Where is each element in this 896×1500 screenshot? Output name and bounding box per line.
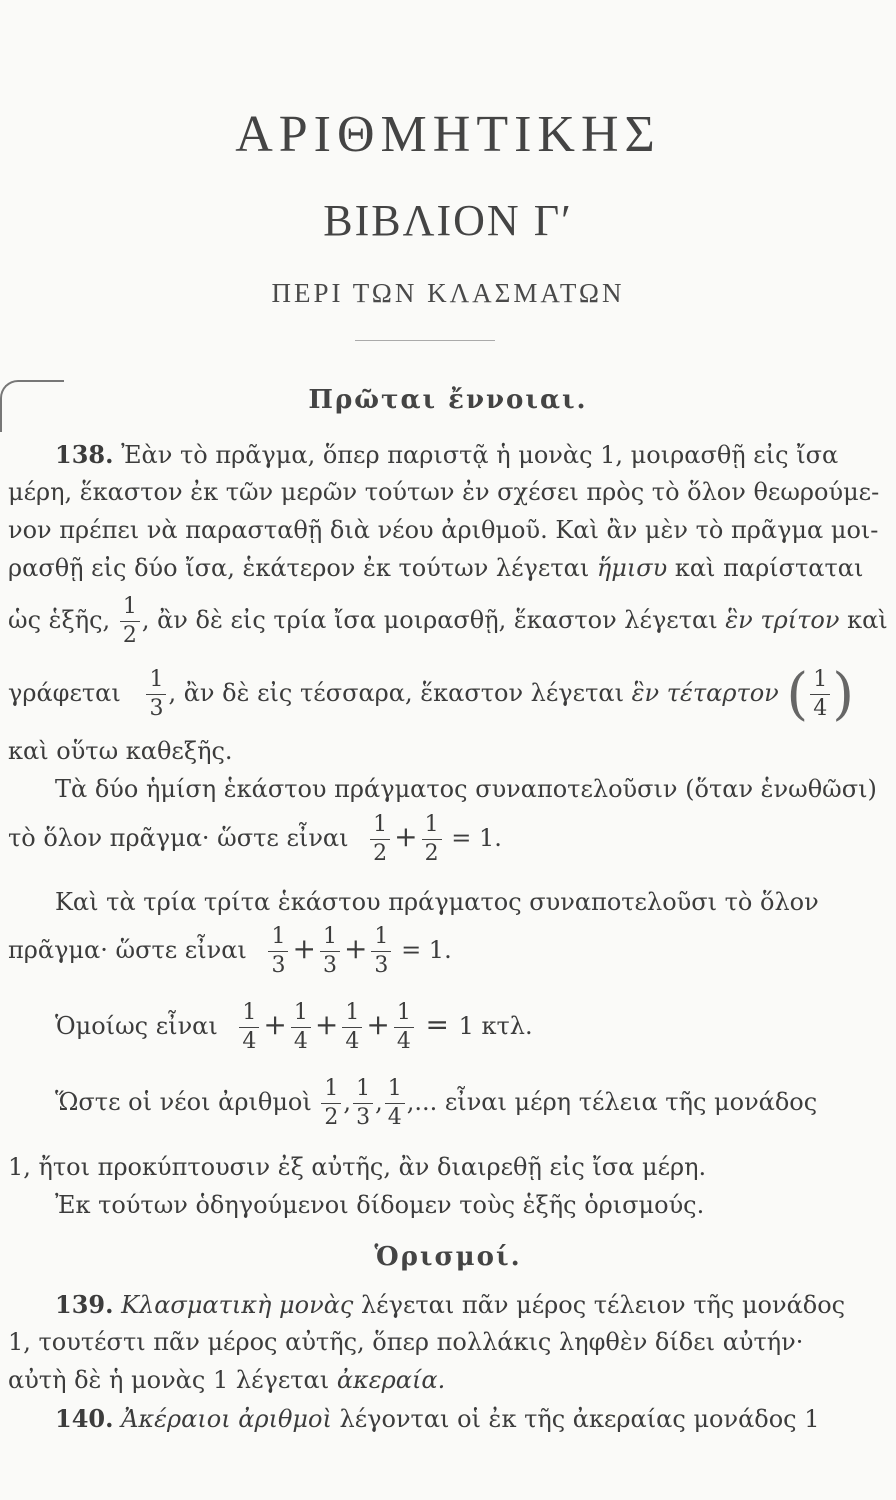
paragraph-138-line-13: Ὥστε οἱ νέοι ἀριθμοὶ $\frac{1}{2}$ , $\frac{1}{3}$ , $\frac{1}{4}$ ,... εἶναι μέρη τέλεια τῆς μονάδος (55, 1076, 818, 1130)
fraction-one-quarter: $\frac{1}{4}$ (239, 1002, 259, 1053)
paragraph-138-line-10: Καὶ τὰ τρία τρίτα ἑκάστου πράγματος συναποτελοῦσι τὸ ὅλον (55, 888, 819, 916)
paragraph-138-line-4: ρασθῇ εἰς δύο ἴσα, ἑκάτερον ἐκ τούτων λέγεται ἥμισυ καὶ παρίσταται (8, 554, 864, 582)
book-number: ΒΙΒΛΙΟΝ Γ′ (323, 196, 573, 245)
fraction-one-half: $\frac{1}{2}$ (422, 814, 442, 865)
paragraph-139-line-1: 139. Κλασματικὴ μονὰς λέγεται πᾶν μέρος τέλειον τῆς μονάδος (55, 1290, 846, 1319)
paragraph-number: 139. (55, 1290, 114, 1319)
paragraph-138-line-6: γράφεται $\frac{1}{3}$ , ἂν δὲ εἰς τέσσαρα, ἕκαστον λέγεται ἓν τέταρτον ( $\frac{1}{4}$ ) (8, 662, 855, 727)
equation-quarters: Ὁμοίως εἶναι $\frac{1}{4}$ + $\frac{1}{4}$ + $\frac{1}{4}$ + $\frac{1}{4}$ = 1 κτλ. (55, 1000, 533, 1054)
fraction-one-third: $\frac{1}{3}$ (320, 926, 340, 977)
fraction-one-quarter: $\frac{1}{4}$ (394, 1002, 414, 1053)
page-title: ΑΡΙΘΜΗΤΙΚΗΣ (235, 106, 661, 163)
paragraph-140-line-1: 140. Ἀκέραιοι ἀριθμοὶ λέγονται οἱ ἐκ τῆς ἀκεραίας μονάδος 1 (55, 1404, 820, 1433)
fraction-one-half: $\frac{1}{2}$ (120, 596, 140, 647)
paragraph-138-line-8: Τὰ δύο ἡμίση ἑκάστου πράγματος συναποτελοῦσιν (ὅταν ἑνωθῶσι) (55, 775, 877, 803)
fraction-one-quarter: $\frac{1}{4}$ (291, 1002, 311, 1053)
fraction-one-quarter: $\frac{1}{4}$ (810, 669, 830, 720)
fraction-one-quarter: $\frac{1}{4}$ (385, 1078, 405, 1129)
paragraph-number: 140. (55, 1404, 114, 1433)
paragraph-138-line-1: 138. Ἐὰν τὸ πρᾶγμα, ὅπερ παριστᾷ ἡ μονὰς 1, μοιρασθῇ εἰς ἴσα (55, 440, 839, 469)
fraction-one-third: $\frac{1}{3}$ (268, 926, 288, 977)
fraction-one-half: $\frac{1}{2}$ (370, 814, 390, 865)
divider-rule (355, 340, 495, 341)
paragraph-139-line-2: 1, τουτέστι πᾶν μέρος αὐτῆς, ὅπερ πολλάκις ληφθὲν δίδει αὐτήν· (8, 1328, 804, 1356)
paragraph-138-line-15: Ἐκ τούτων ὁδηγούμενοι δίδομεν τοὺς ἑξῆς ὁρισμούς. (55, 1191, 705, 1219)
equation-halves: τὸ ὅλον πρᾶγμα· ὥστε εἶναι $\frac{1}{2}$ + $\frac{1}{2}$ = 1. (8, 812, 502, 866)
fraction-one-quarter: $\frac{1}{4}$ (342, 1002, 362, 1053)
fraction-one-third: $\frac{1}{3}$ (371, 926, 391, 977)
paragraph-138-line-5: ὡς ἑξῆς, $\frac{1}{2}$ , ἂν δὲ εἰς τρία ἴσα μοιρασθῇ, ἕκαστον λέγεται ἓν τρίτον καὶ (8, 594, 888, 648)
fraction-one-third: $\frac{1}{3}$ (353, 1078, 373, 1129)
chapter-subtitle: ΠΕΡΙ ΤΩΝ ΚΛΑΣΜΑΤΩΝ (271, 278, 625, 308)
section-heading-first-notions: Πρῶται ἔννοιαι. (308, 385, 588, 415)
paragraph-138-line-3: νον πρέπει νὰ παρασταθῇ διὰ νέου ἀριθμοῦ. Καὶ ἂν μὲν τὸ πρᾶγμα μοι- (8, 516, 879, 544)
paragraph-138-line-2: μέρη, ἕκαστον ἐκ τῶν μερῶν τούτων ἐν σχέσει πρὸς τὸ ὅλον θεωρούμε- (8, 478, 880, 506)
fraction-one-half: $\frac{1}{2}$ (321, 1078, 341, 1129)
paragraph-number: 138. (55, 440, 114, 469)
section-heading-definitions: Ὁρισμοί. (374, 1242, 522, 1272)
equation-thirds: πρᾶγμα· ὥστε εἶναι $\frac{1}{3}$ + $\frac{1}{3}$ + $\frac{1}{3}$ = 1. (8, 924, 452, 978)
paragraph-138-line-7: καὶ οὕτω καθεξῆς. (8, 737, 233, 765)
paragraph-139-line-3: αὐτὴ δὲ ἡ μονὰς 1 λέγεται ἀκεραία. (8, 1366, 446, 1394)
paragraph-138-line-14: 1, ἤτοι προκύπτουσιν ἐξ αὐτῆς, ἂν διαιρεθῇ εἰς ἴσα μέρη. (8, 1153, 707, 1181)
fraction-one-third: $\frac{1}{3}$ (146, 669, 166, 720)
